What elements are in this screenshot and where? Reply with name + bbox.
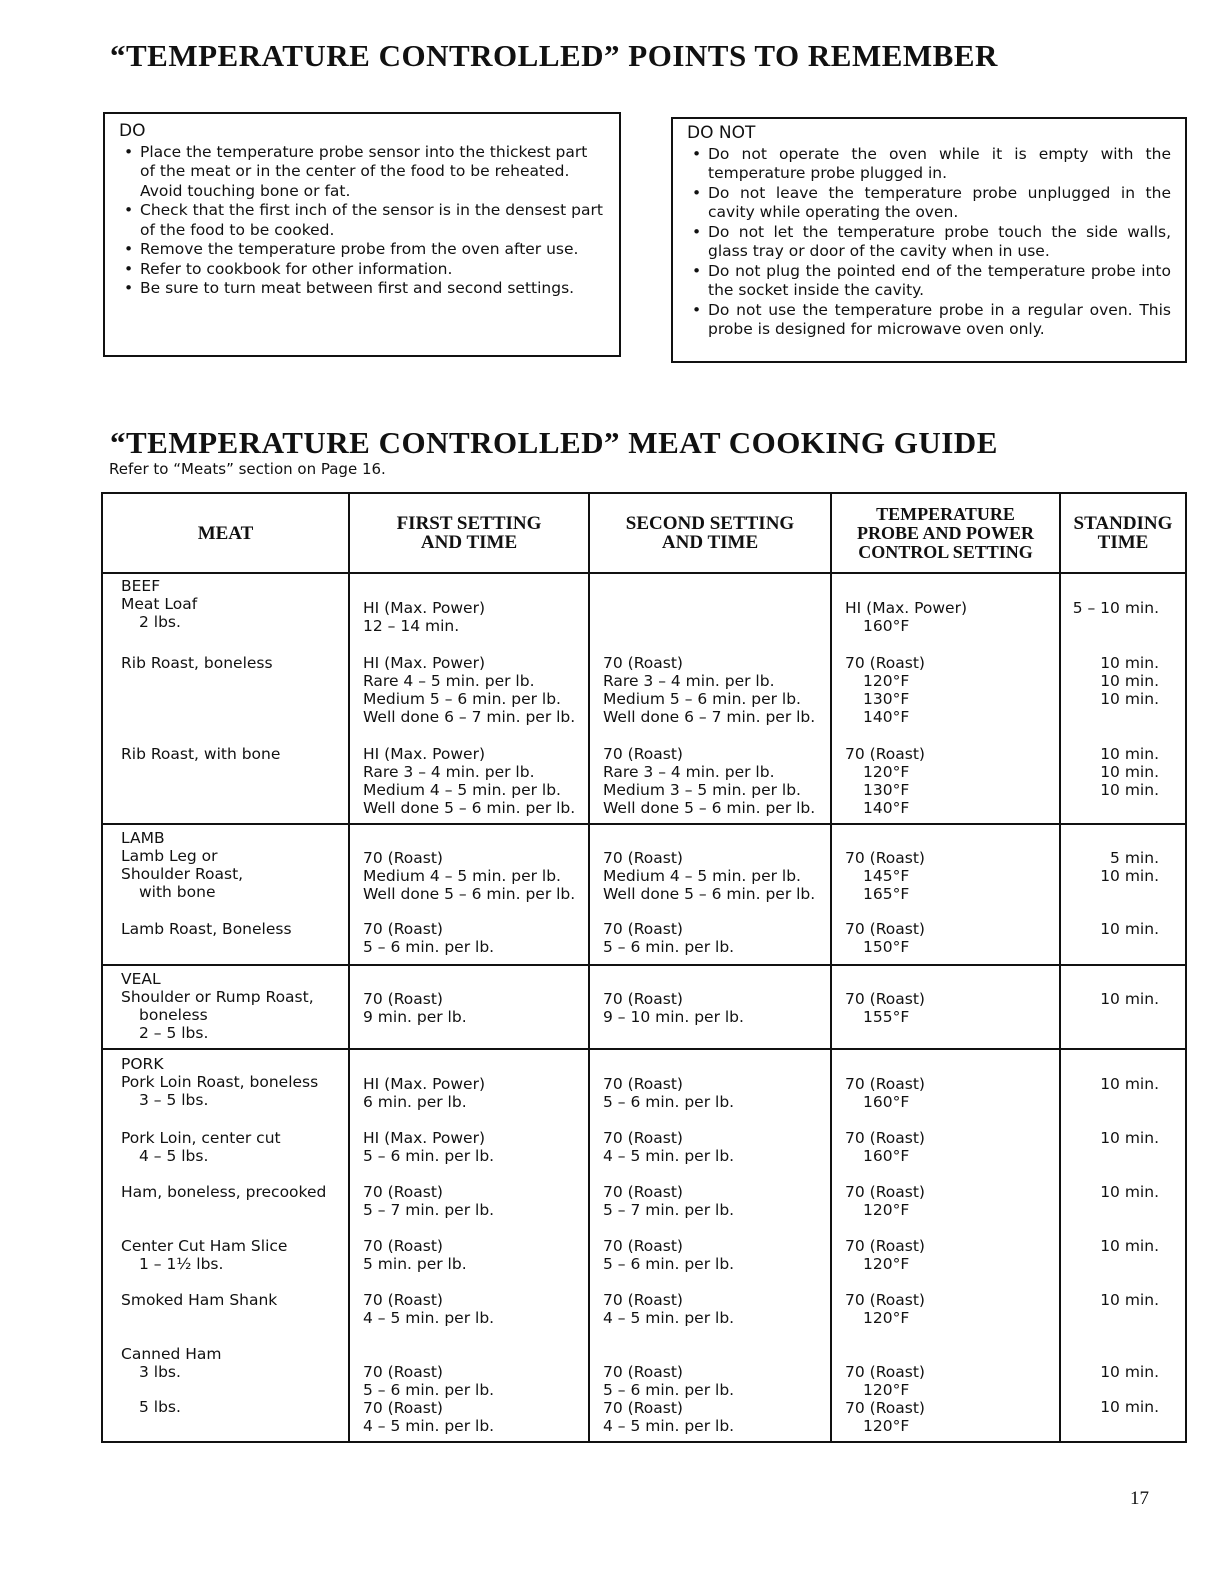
- list-item: • Check that the first inch of the sensor is in the densest part of the food to be cooked.: [119, 201, 605, 240]
- list-item: • Do not plug the pointed end of the temperature probe into the socket inside the cavity.: [687, 262, 1171, 301]
- probe-setting: 70 (Roast) 150°F: [831, 904, 1060, 965]
- second-setting: 70 (Roast) 5 – 6 min. per lb.: [589, 1049, 831, 1112]
- second-setting: 70 (Roast) 9 – 10 min. per lb.: [589, 965, 831, 1049]
- header-second-setting: SECOND SETTING AND TIME: [589, 493, 831, 573]
- second-setting: 70 (Roast) Rare 3 – 4 min. per lb. Medium 5 – 6 min. per lb. Well done 6 – 7 min. per lb.: [589, 636, 831, 727]
- table-row: [102, 1166, 1186, 1220]
- do-not-heading: DO NOT: [687, 123, 756, 143]
- points-title: “TEMPERATURE CONTROLLED” POINTS TO REMEMBER: [110, 38, 998, 73]
- probe-setting: 70 (Roast) 120°F: [831, 1166, 1060, 1220]
- standing-time: 10 min.: [1060, 1049, 1186, 1112]
- probe-setting: HI (Max. Power) 160°F: [831, 573, 1060, 636]
- first-setting: HI (Max. Power) 12 – 14 min.: [349, 573, 589, 636]
- header-probe-setting: TEMPERATURE PROBE AND POWER CONTROL SETTING: [831, 493, 1060, 573]
- table-row: [102, 727, 1186, 824]
- second-setting: [589, 573, 831, 636]
- standing-time: 10 min. 10 min. 10 min.: [1060, 727, 1186, 824]
- list-item: • Be sure to turn meat between first and second settings.: [119, 279, 605, 299]
- meat-name: Rib Roast, with bone: [102, 727, 349, 824]
- table-row: [102, 1220, 1186, 1274]
- second-setting: 70 (Roast) 4 – 5 min. per lb.: [589, 1274, 831, 1328]
- standing-time: 10 min.: [1060, 904, 1186, 965]
- header-meat: MEAT: [102, 493, 349, 573]
- table-row: [102, 573, 1186, 636]
- first-setting: 70 (Roast) 5 min. per lb.: [349, 1220, 589, 1274]
- group-label: LAMB Lamb Leg or Shoulder Roast, with bone: [102, 824, 349, 904]
- list-item: • Do not use the temperature probe in a regular oven. This probe is designed for microwave oven only.: [687, 301, 1171, 340]
- list-item: • Do not leave the temperature probe unplugged in the cavity while operating the oven.: [687, 184, 1171, 223]
- probe-setting: 70 (Roast) 120°F 130°F 140°F: [831, 727, 1060, 824]
- do-heading: DO: [119, 121, 146, 141]
- header-first-setting: FIRST SETTING AND TIME: [349, 493, 589, 573]
- probe-setting: 70 (Roast) 160°F: [831, 1049, 1060, 1112]
- table-row: [102, 824, 1186, 904]
- second-setting: 70 (Roast) 5 – 6 min. per lb.: [589, 904, 831, 965]
- group-label: VEAL Shoulder or Rump Roast, boneless 2 – 5 lbs.: [102, 965, 349, 1049]
- list-item: • Remove the temperature probe from the oven after use.: [119, 240, 605, 260]
- meat-name: Canned Ham 3 lbs. 5 lbs.: [102, 1328, 349, 1442]
- list-item: • Do not let the temperature probe touch the side walls, glass tray or door of the cavity when in use.: [687, 223, 1171, 262]
- first-setting: HI (Max. Power) 5 – 6 min. per lb.: [349, 1112, 589, 1166]
- first-setting: 70 (Roast) 5 – 6 min. per lb.: [349, 904, 589, 965]
- probe-setting: 70 (Roast) 120°F 70 (Roast) 120°F: [831, 1328, 1060, 1442]
- do-box: [103, 112, 621, 357]
- standing-time: 5 min. 10 min.: [1060, 824, 1186, 904]
- first-setting: 70 (Roast) 4 – 5 min. per lb.: [349, 1274, 589, 1328]
- meat-name: Pork Loin, center cut 4 – 5 lbs.: [102, 1112, 349, 1166]
- probe-setting: 70 (Roast) 145°F 165°F: [831, 824, 1060, 904]
- second-setting: 70 (Roast) 5 – 6 min. per lb. 70 (Roast) 4 – 5 min. per lb.: [589, 1328, 831, 1442]
- first-setting: HI (Max. Power) Rare 3 – 4 min. per lb. Medium 4 – 5 min. per lb. Well done 5 – 6 min. per lb.: [349, 727, 589, 824]
- first-setting: HI (Max. Power) 6 min. per lb.: [349, 1049, 589, 1112]
- second-setting: 70 (Roast) 4 – 5 min. per lb.: [589, 1112, 831, 1166]
- standing-time: 10 min.: [1060, 1274, 1186, 1328]
- do-not-list: [687, 145, 1171, 340]
- table-row: [102, 965, 1186, 1049]
- second-setting: 70 (Roast) 5 – 6 min. per lb.: [589, 1220, 831, 1274]
- standing-time: 5 – 10 min.: [1060, 573, 1186, 636]
- probe-setting: 70 (Roast) 155°F: [831, 965, 1060, 1049]
- standing-time: 10 min.: [1060, 965, 1186, 1049]
- first-setting: 70 (Roast) Medium 4 – 5 min. per lb. Well done 5 – 6 min. per lb.: [349, 824, 589, 904]
- table-row: [102, 904, 1186, 965]
- table-row: [102, 1049, 1186, 1112]
- meat-name: Ham, boneless, precooked: [102, 1166, 349, 1220]
- standing-time: 10 min. 10 min.: [1060, 1328, 1186, 1442]
- page-number: 17: [1130, 1488, 1149, 1509]
- second-setting: 70 (Roast) 5 – 7 min. per lb.: [589, 1166, 831, 1220]
- do-list: [119, 143, 605, 299]
- probe-setting: 70 (Roast) 160°F: [831, 1112, 1060, 1166]
- standing-time: 10 min.: [1060, 1166, 1186, 1220]
- probe-setting: 70 (Roast) 120°F 130°F 140°F: [831, 636, 1060, 727]
- first-setting: 70 (Roast) 9 min. per lb.: [349, 965, 589, 1049]
- table-header-row: [102, 493, 1186, 573]
- meat-name: Smoked Ham Shank: [102, 1274, 349, 1328]
- second-setting: 70 (Roast) Medium 4 – 5 min. per lb. Well done 5 – 6 min. per lb.: [589, 824, 831, 904]
- standing-time: 10 min.: [1060, 1220, 1186, 1274]
- table-row: [102, 1328, 1186, 1442]
- meat-cooking-guide-table: [101, 492, 1187, 1443]
- group-label: PORK Pork Loin Roast, boneless 3 – 5 lbs.: [102, 1049, 349, 1112]
- standing-time: 10 min. 10 min. 10 min.: [1060, 636, 1186, 727]
- first-setting: 70 (Roast) 5 – 6 min. per lb. 70 (Roast) 4 – 5 min. per lb.: [349, 1328, 589, 1442]
- list-item: • Refer to cookbook for other information.: [119, 260, 605, 280]
- probe-setting: 70 (Roast) 120°F: [831, 1274, 1060, 1328]
- meat-name: Rib Roast, boneless: [102, 636, 349, 727]
- do-not-box: [671, 117, 1187, 363]
- guide-subtitle: Refer to “Meats” section on Page 16.: [109, 460, 386, 478]
- guide-title: “TEMPERATURE CONTROLLED” MEAT COOKING GUIDE: [110, 425, 998, 460]
- first-setting: HI (Max. Power) Rare 4 – 5 min. per lb. Medium 5 – 6 min. per lb. Well done 6 – 7 min. per lb.: [349, 636, 589, 727]
- table-row: [102, 636, 1186, 727]
- list-item: • Place the temperature probe sensor into the thickest part of the meat or in the center of the food to be reheated. Avoid touching bone or fat.: [119, 143, 605, 202]
- table-row: [102, 1112, 1186, 1166]
- group-label: BEEF Meat Loaf 2 lbs.: [102, 573, 349, 636]
- meat-name: Center Cut Ham Slice 1 – 1½ lbs.: [102, 1220, 349, 1274]
- second-setting: 70 (Roast) Rare 3 – 4 min. per lb. Medium 3 – 5 min. per lb. Well done 5 – 6 min. per lb.: [589, 727, 831, 824]
- probe-setting: 70 (Roast) 120°F: [831, 1220, 1060, 1274]
- first-setting: 70 (Roast) 5 – 7 min. per lb.: [349, 1166, 589, 1220]
- list-item: • Do not operate the oven while it is empty with the temperature probe plugged in.: [687, 145, 1171, 184]
- header-standing-time: STANDING TIME: [1060, 493, 1186, 573]
- meat-name: Lamb Roast, Boneless: [102, 904, 349, 965]
- standing-time: 10 min.: [1060, 1112, 1186, 1166]
- table-row: [102, 1274, 1186, 1328]
